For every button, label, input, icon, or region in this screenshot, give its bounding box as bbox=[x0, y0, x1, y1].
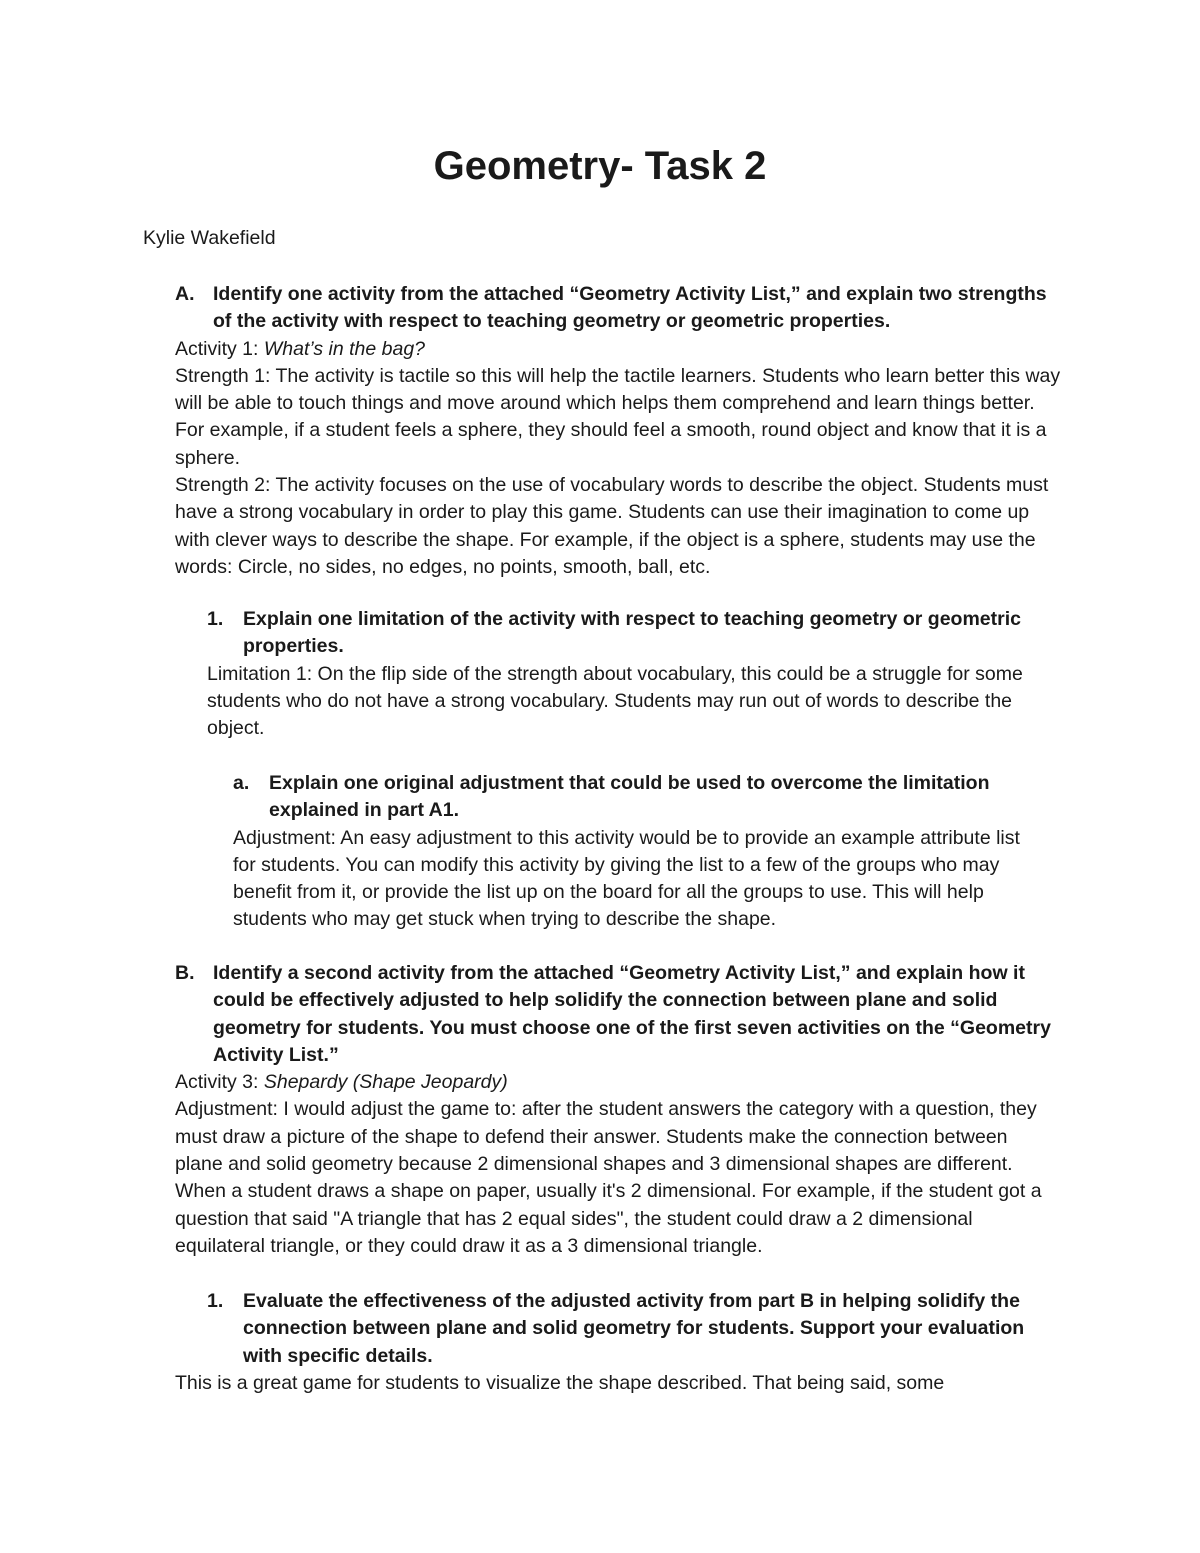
question-b1 bbox=[207, 1288, 1037, 1370]
question-a-text: Identify one activity from the attached “Geometry Activity List,” and explain two strengths of the activity with respect to teaching geometry or geometric properties. bbox=[213, 283, 1047, 333]
question-a1-marker: 1. bbox=[207, 608, 224, 630]
question-a1 bbox=[207, 606, 1027, 661]
adjustment-paragraph: Adjustment: An easy adjustment to this activity would be to provide an example attribute list for students. You can modify this activity by giving the list to a few of the groups who may benefit from it, or provide the list up on the board for all the groups to use. This will help students who may get stuck when trying to describe the shape. bbox=[233, 826, 1020, 931]
section-part-a1a bbox=[233, 770, 1043, 934]
question-b1-text: Evaluate the effectiveness of the adjusted activity from part B in helping solidify the connection between plane and solid geometry for students. Support your evaluation with specific details. bbox=[243, 1290, 1025, 1367]
question-a1-text: Explain one limitation of the activity with respect to teaching geometry or geometric properties. bbox=[243, 608, 1021, 658]
question-a-marker: A. bbox=[175, 283, 195, 305]
activity-1-label: Activity 1: bbox=[175, 337, 264, 360]
section-part-a1 bbox=[207, 606, 1027, 742]
document-title: Geometry- Task 2 bbox=[433, 144, 767, 188]
evaluation-paragraph: This is a great game for students to visualize the shape described. That being said, some bbox=[175, 1372, 945, 1394]
question-b-text: Identify a second activity from the attached “Geometry Activity List,” and explain how it could be effectively adjusted to help solidify the connection between plane and solid geometry for students. You must choose one of the first seven activities on the “Geometry Activity List.” bbox=[213, 962, 1051, 1066]
question-a1a-text: Explain one original adjustment that could be used to overcome the limitation explained in part A1. bbox=[269, 772, 990, 822]
activity-3-label: Activity 3: bbox=[175, 1071, 264, 1094]
section-part-a bbox=[175, 281, 1065, 581]
strength-1-paragraph: Strength 1: The activity is tactile so this will help the tactile learners. Students who learn better this way will be able to touch things and move around which helps them comprehend and learn things better. For example, if a student feels a sphere, they should feel a smooth, round object and know that it is a sphere. bbox=[175, 364, 1061, 469]
activity-3-name: Shepardy (Shape Jeopardy) bbox=[263, 1071, 508, 1094]
activity-1-name: What’s in the bag? bbox=[263, 337, 426, 360]
activity-1-line bbox=[175, 336, 1065, 363]
question-a1a bbox=[233, 770, 1043, 825]
question-b bbox=[175, 960, 1060, 1069]
strength-2-paragraph: Strength 2: The activity focuses on the use of vocabulary words to describe the object. Students must have a strong vocabulary in order to play this game. Students can use their imagination to come up with clever ways to describe the shape. For example, if the object is a sphere, students may use the words: Circle, no sides, no edges, no points, smooth, ball, etc. bbox=[175, 474, 1049, 578]
question-b-marker: B. bbox=[175, 962, 195, 984]
section-part-b1-answer bbox=[175, 1370, 1055, 1397]
adjustment-b-paragraph: Adjustment: I would adjust the game to: after the student answers the category with a question, they must draw a picture of the shape to defend their answer. Students make the connection between plane and solid geometry because 2 dimensional shapes and 3 dimensional shapes are different. When a student draws a shape on paper, usually it's 2 dimensional. For example, if the student got a question that said "A triangle that has 2 equal sides", the student could draw a 2 dimensional equilateral triangle, or they could draw it as a 3 dimensional triangle. bbox=[175, 1098, 1042, 1257]
section-part-b bbox=[175, 960, 1060, 1260]
limitation-paragraph: Limitation 1: On the flip side of the strength about vocabulary, this could be a struggle for some students who do not have a strong vocabulary. Students may run out of words to describe the object. bbox=[207, 662, 1023, 740]
author-name: Kylie Wakefield bbox=[143, 227, 276, 249]
question-a bbox=[175, 281, 1065, 336]
question-b1-marker: 1. bbox=[207, 1290, 224, 1312]
activity-3-line bbox=[175, 1069, 1060, 1096]
question-a1a-marker: a. bbox=[233, 772, 250, 794]
section-part-b1 bbox=[207, 1288, 1037, 1370]
